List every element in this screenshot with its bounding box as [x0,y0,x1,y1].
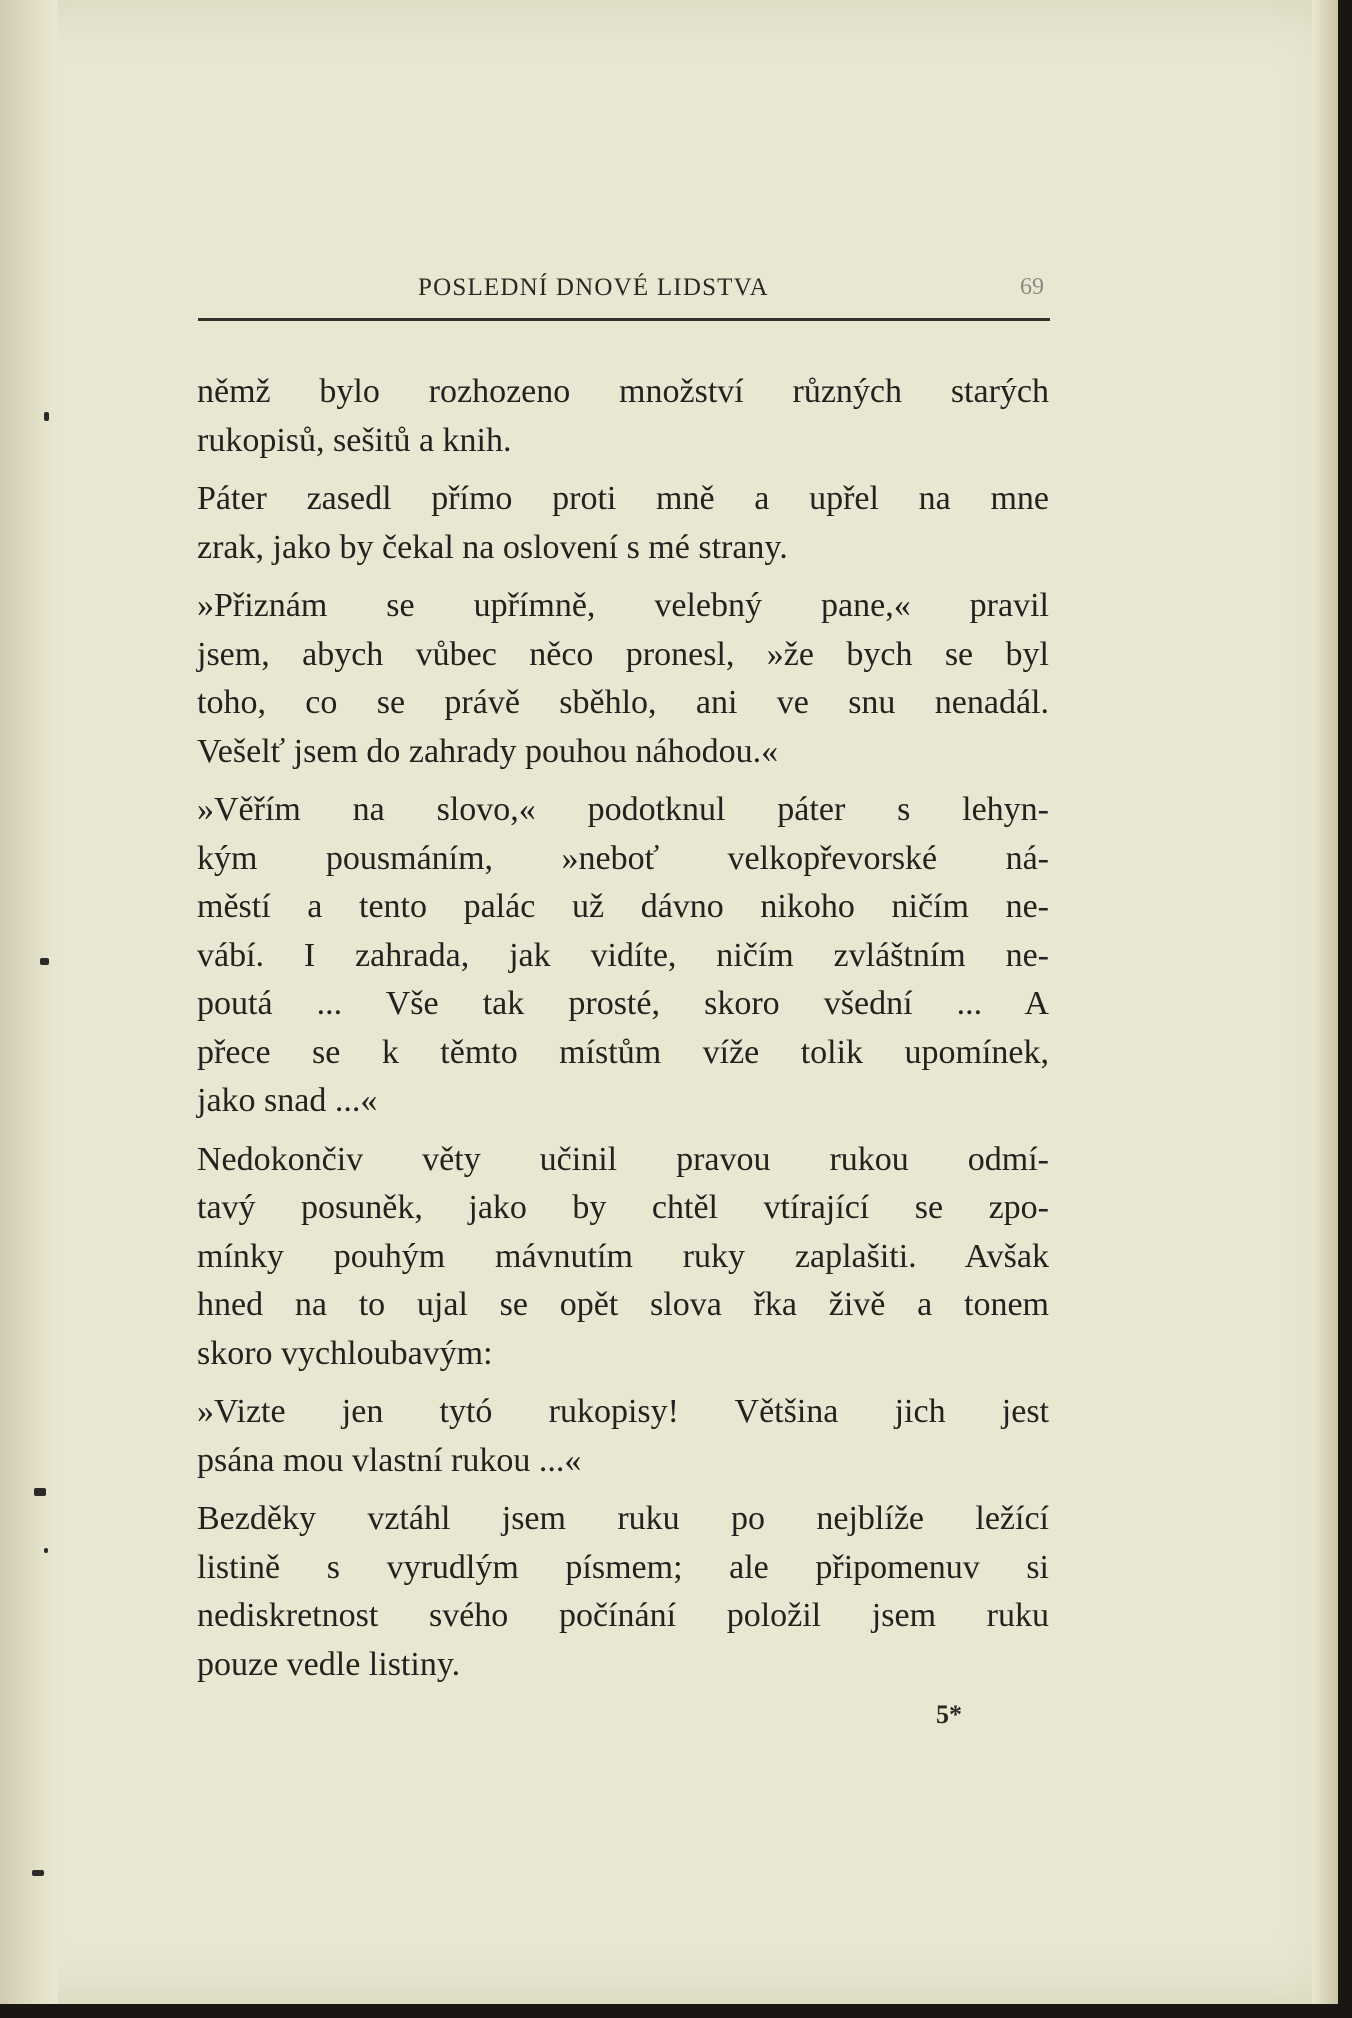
paragraph-gap [197,572,1049,582]
text-line: němž bylo rozhozeno množství různých starých [197,373,1049,410]
paragraph [197,475,1049,572]
paragraph-gap [197,1378,1049,1388]
text-line: toho, co se právě sběhlo, ani ve snu nenadál. [197,684,1049,721]
paragraph-gap [197,465,1049,475]
text-line: Páter zasedl přímo proti mně a upřel na mne [197,480,1049,517]
paragraph [197,1388,1049,1485]
text-line: mínky pouhým mávnutím ruky zaplašiti. Avšak [197,1237,1049,1275]
paragraph [197,1136,1049,1379]
text-line: psána mou vlastní rukou ...« [197,1441,582,1479]
body-text [197,368,1049,1689]
text-line: nediskretnost svého počínání položil jsem ruku [197,1597,1049,1634]
paragraph-gap [197,1126,1049,1136]
paragraph [197,368,1049,465]
running-head: POSLEDNÍ DNOVÉ LIDSTVA [418,274,769,301]
text-line: Bezděky vztáhl jsem ruku po nejblíže ležící [197,1500,1049,1537]
paragraph [197,786,1049,1126]
paragraph [197,582,1049,776]
paragraph-gap [197,1485,1049,1495]
text-line: přece se k těmto místům víže tolik upomínek, [197,1033,1049,1071]
text-line: poutá ... Vše tak prosté, skoro všední ... A [197,985,1049,1022]
text-line: městí a tento palác už dávno nikoho ničím ne- [197,888,1049,925]
text-line: skoro vychloubavým: [197,1334,493,1372]
text-line: Vešelť jsem do zahrady pouhou náhodou.« [197,732,779,770]
page-edge [1312,0,1338,2004]
text-line: jsem, abych vůbec něco pronesl, »že bych se byl [197,635,1049,673]
margin-speck [34,1488,46,1496]
text-line: Nedokončiv věty učinil pravou rukou odmí- [197,1140,1049,1178]
margin-speck [32,1870,44,1876]
text-line: tavý posuněk, jako by chtěl vtírající se zpo- [197,1189,1049,1226]
text-line: listině s vyrudlým písmem; ale připomenuv si [197,1548,1049,1586]
signature-mark: 5* [936,1700,962,1729]
text-line: rukopisů, sešitů a knih. [197,421,512,459]
margin-speck [44,412,49,421]
paragraph-gap [197,776,1049,786]
text-line: »Přiznám se upřímně, velebný pane,« pravil [197,587,1049,624]
text-line: pouze vedle listiny. [197,1645,461,1683]
text-line: »Věřím na slovo,« podotknul páter s lehyn- [197,791,1049,828]
page-number: 69 [1020,274,1044,300]
page-gutter [0,0,58,2004]
text-line: kým pousmáním, »neboť velkopřevorské ná- [197,839,1049,877]
text-line: jako snad ...« [197,1082,378,1119]
margin-speck [44,1548,48,1553]
margin-speck [40,958,49,965]
text-line: hned na to ujal se opět slova řka živě a tonem [197,1286,1049,1323]
paragraph [197,1495,1049,1689]
text-line: vábí. I zahrada, jak vidíte, ničím zvláštním ne- [197,936,1049,974]
page-header [198,270,1050,321]
text-line: zrak, jako by čekal na oslovení s mé strany. [197,528,788,566]
text-line: »Vizte jen tytó rukopisy! Většina jich jest [197,1393,1049,1430]
